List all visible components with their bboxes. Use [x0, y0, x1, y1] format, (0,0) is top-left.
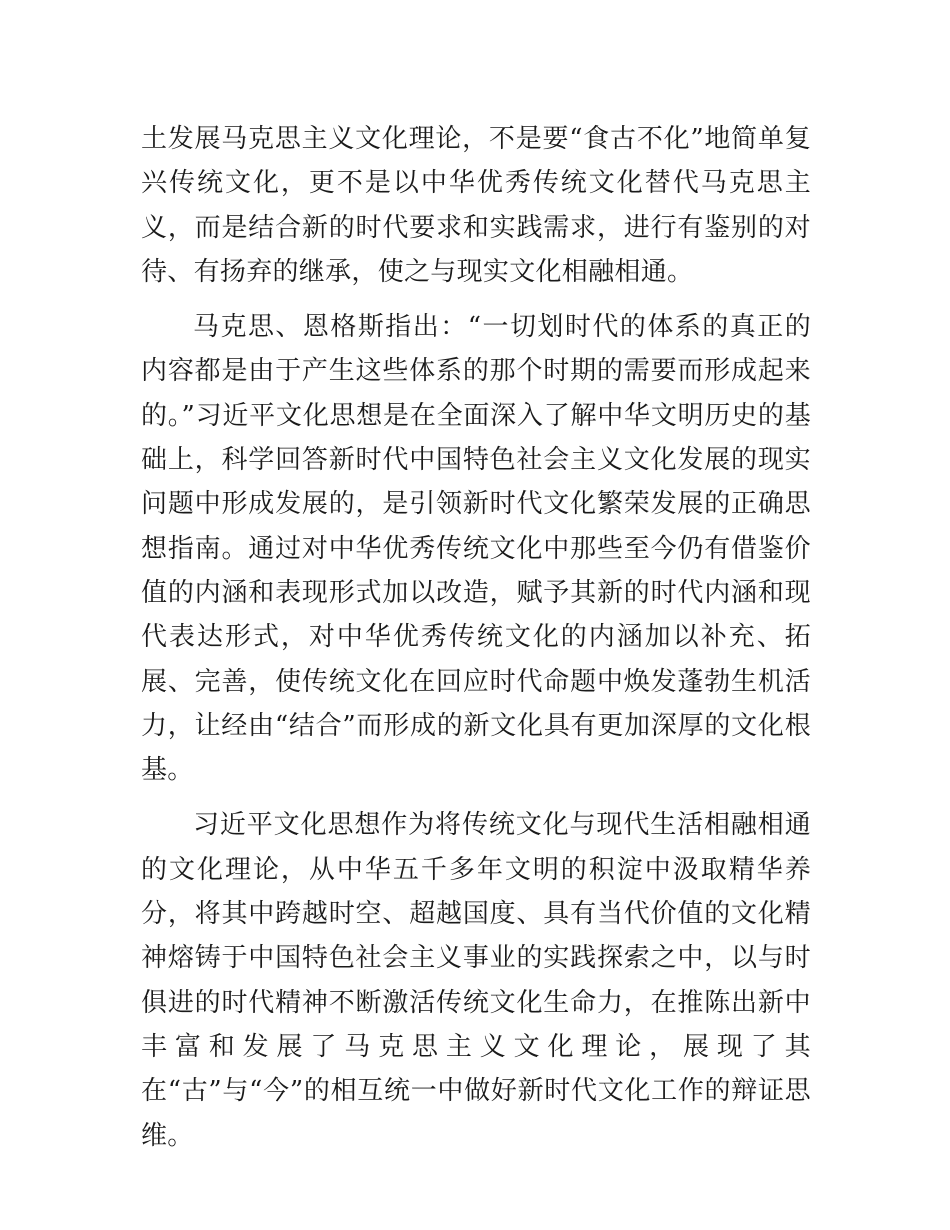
document-body: [141, 117, 811, 1169]
paragraph-1: 土发展马克思主义文化理论，不是要“食古不化”地简单复兴传统文化，更不是以中华优秀传统文化替代马克思主义，而是结合新的时代要求和实践需求，进行有鉴别的对待、有扬弃的继承，使之与现实文化相融相通。: [141, 124, 811, 287]
paragraph-3: 习近平文化思想作为将传统文化与现代生活相融相通的文化理论，从中华五千多年文明的积淀中汲取精华养分，将其中跨越时空、超越国度、具有当代价值的文化精神熔铸于中国特色社会主义事业的实践探索之中，以与时俱进的时代精神不断激活传统文化生命力，在推陈出新中丰富和发展了马克思主义文化理论，展现了其在“古”与“今”的相互统一中做好新时代文化工作的辩证思维。: [141, 810, 811, 1151]
paragraph-2: 马克思、恩格斯指出：“一切划时代的体系的真正的内容都是由于产生这些体系的那个时期的需要而形成起来的。”习近平文化思想是在全面深入了解中华文明历史的基础上，科学回答新时代中国特色社会主义文化发展的现实问题中形成发展的，是引领新时代文化繁荣发展的正确思想指南。通过对中华优秀传统文化中那些至今仍有借鉴价值的内涵和表现形式加以改造，赋予其新的时代内涵和现代表达形式，对中华优秀传统文化的内涵加以补充、拓展、完善，使传统文化在回应时代命题中焕发蓬勃生机活力，让经由“结合”而形成的新文化具有更加深厚的文化根基。: [141, 312, 811, 786]
